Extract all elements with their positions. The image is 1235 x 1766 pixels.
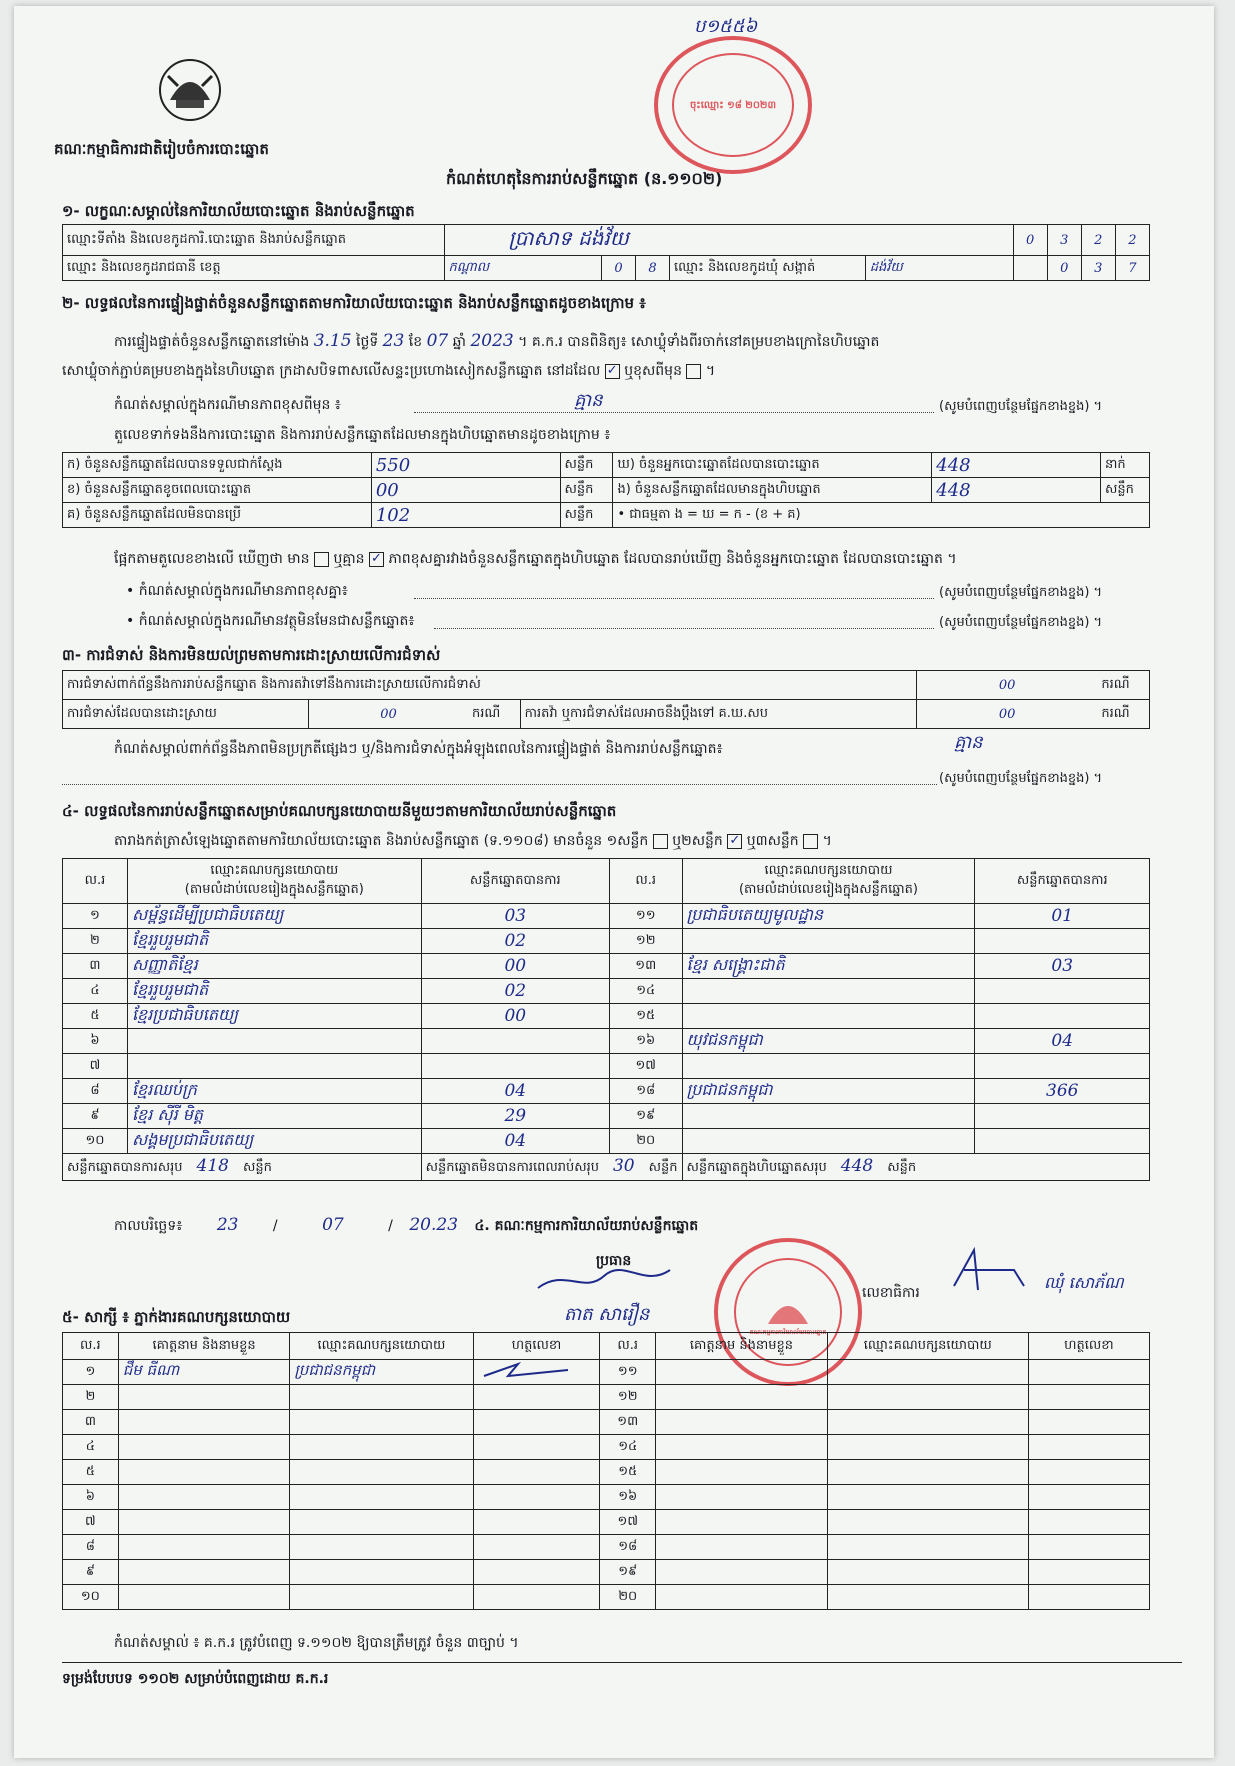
unused-label: គ) ចំនួនសន្លឹកឆ្នោតដែលមិនបានប្រើ xyxy=(63,503,372,528)
site-code-2: 3 xyxy=(1047,225,1081,256)
witness-name xyxy=(118,1485,290,1510)
witness-signature xyxy=(1028,1485,1149,1510)
party-votes xyxy=(975,979,1150,1004)
witness-party xyxy=(290,1585,473,1610)
witness-row xyxy=(63,1460,1150,1485)
witness-number: ១២ xyxy=(600,1385,656,1410)
witness-number: ២០ xyxy=(600,1585,656,1610)
site-code-1: 0 xyxy=(1013,225,1047,256)
day-value: 23 xyxy=(382,331,405,351)
party-name: ប្រជាជនកម្ពុជា xyxy=(682,1079,975,1104)
row-number: ១៣ xyxy=(609,954,682,979)
different-checkbox[interactable] xyxy=(686,364,701,379)
witness-header-sign: ហត្ថលេខា xyxy=(1028,1333,1149,1360)
witness-signature xyxy=(1028,1435,1149,1460)
bullet-discrepancy: • កំណត់សម្គាល់ក្នុងករណីមានភាពខុសគ្នា៖ xyxy=(126,583,348,599)
witness-name: ជឹម ធីណា xyxy=(118,1360,290,1385)
row-number: ១៧ xyxy=(609,1054,682,1079)
witness-name xyxy=(656,1585,828,1610)
bullet-foreign-object: • កំណត់សម្គាល់ក្នុងករណីមានវត្ថុមិនមែនជាសន្លឹកឆ្នោត៖ xyxy=(126,613,415,629)
witness-header-no: ល.រ xyxy=(600,1333,656,1360)
row-number: ៨ xyxy=(63,1079,128,1104)
received-value: 550 xyxy=(371,453,560,478)
results-header-no-right: ល.រ xyxy=(609,859,682,904)
witness-row xyxy=(63,1485,1150,1510)
unit: សន្លឹក xyxy=(1100,478,1149,503)
witness-number: ១៩ xyxy=(600,1560,656,1585)
witness-header-sign: ហត្ថលេខា xyxy=(473,1333,600,1360)
witness-signature xyxy=(1028,1510,1149,1535)
unit: នាក់ xyxy=(1100,453,1149,478)
witness-signature xyxy=(473,1385,600,1410)
party-name xyxy=(682,1129,975,1154)
date-month: 07 xyxy=(322,1215,344,1235)
commune-code-2: 3 xyxy=(1081,256,1115,281)
site-code-4: 2 xyxy=(1115,225,1149,256)
witness-party xyxy=(827,1460,1028,1485)
witness-number: ១៦ xyxy=(600,1485,656,1510)
witness-header-name: គោត្តនាម និងនាមខ្លួន xyxy=(656,1333,828,1360)
party-votes: 02 xyxy=(421,929,609,954)
row-number: ២០ xyxy=(609,1129,682,1154)
results-row xyxy=(63,1054,1150,1079)
witness-signature xyxy=(1028,1535,1149,1560)
two-sheets-checkbox[interactable]: ✓ xyxy=(727,834,742,849)
row-number: ៤ xyxy=(63,979,128,1004)
witness-number: ១ xyxy=(63,1360,119,1385)
in-box-label: ង) ចំនួនសន្លឹកឆ្នោតដែលមានក្នុងហិបឆ្នោត xyxy=(613,478,932,503)
section5-heading: ៥- សាក្សី ៖ ភ្នាក់ងារគណបក្សនយោបាយ xyxy=(62,1308,291,1326)
totals-row xyxy=(63,1154,1150,1181)
results-row xyxy=(63,1079,1150,1104)
party-name: ខ្មែរ ស៊ីរី មិត្ត xyxy=(127,1104,421,1129)
witness-number: ២ xyxy=(63,1385,119,1410)
has-discrepancy-checkbox[interactable] xyxy=(314,552,329,567)
figures-table xyxy=(62,452,1150,528)
witness-header-no: ល.រ xyxy=(63,1333,119,1360)
witness-number: ១៧ xyxy=(600,1510,656,1535)
witness-name xyxy=(118,1435,290,1460)
row-number: ៦ xyxy=(63,1029,128,1054)
difference-note-line xyxy=(414,412,934,413)
committee-label: ៤. គណៈកម្មការការិយាល័យរាប់សន្លឹកឆ្នោត xyxy=(474,1218,699,1234)
witness-signature xyxy=(1028,1385,1149,1410)
party-votes: 04 xyxy=(421,1129,609,1154)
witness-table xyxy=(62,1332,1150,1610)
witness-party xyxy=(290,1435,473,1460)
secretary-signature xyxy=(944,1246,1044,1296)
witness-row xyxy=(63,1385,1150,1410)
witness-number: ៧ xyxy=(63,1510,119,1535)
witness-number: ៦ xyxy=(63,1485,119,1510)
witness-party xyxy=(290,1560,473,1585)
witness-number: ១០ xyxy=(63,1585,119,1610)
results-header-no-left: ល.រ xyxy=(63,859,128,904)
unit: សន្លឹក xyxy=(560,503,613,528)
year-value: 2023 xyxy=(470,331,514,351)
resolved-value: 00 xyxy=(308,700,468,729)
witness-header-row xyxy=(63,1333,1150,1360)
secretary-name: ឈុំ សោភ័ណ xyxy=(1044,1273,1124,1292)
party-votes: 01 xyxy=(975,904,1150,929)
results-header-votes-right: សន្លឹកឆ្នោតបានការ xyxy=(975,859,1150,904)
voters-value: 448 xyxy=(932,453,1101,478)
month-value: 07 xyxy=(426,331,449,351)
witness-row xyxy=(63,1585,1150,1610)
top-handwritten-number: ប១៥៥៦ xyxy=(694,16,758,37)
seal-text: គណៈកម្មការការិយាល័យបោះឆ្នោត xyxy=(749,1328,827,1336)
nec-logo xyxy=(156,56,224,124)
party-votes: 00 xyxy=(421,954,609,979)
total-valid-value: 418 xyxy=(196,1156,229,1176)
total-in-box-value: 448 xyxy=(840,1156,874,1176)
party-votes: 29 xyxy=(421,1104,609,1129)
witness-name xyxy=(656,1435,828,1460)
commune-value: ដង់វ័យ xyxy=(865,256,1013,281)
witness-party xyxy=(290,1410,473,1435)
bullet-discrepancy-line xyxy=(414,598,934,599)
row-number: ១៦ xyxy=(609,1029,682,1054)
no-discrepancy-checkbox[interactable]: ✓ xyxy=(369,552,384,567)
party-votes xyxy=(975,1054,1150,1079)
witness-name xyxy=(656,1535,828,1560)
party-name: យុវជនកម្ពុជា xyxy=(682,1029,975,1054)
witness-party xyxy=(827,1435,1028,1460)
section3-heading: ៣- ការជំទាស់ និងការមិនយល់ព្រមតាមការដោះស្រាយលើការជំទាស់ xyxy=(62,646,441,664)
witness-party xyxy=(290,1460,473,1485)
total-invalid: សន្លឹកឆ្នោតមិនបានការពេលរាប់សរុប 30 សន្លឹក xyxy=(421,1154,682,1181)
unit: សន្លឹក xyxy=(560,478,613,503)
witness-row xyxy=(63,1535,1150,1560)
results-row xyxy=(63,1104,1150,1129)
witness-name xyxy=(118,1410,290,1435)
witness-name xyxy=(656,1510,828,1535)
witness-party xyxy=(827,1560,1028,1585)
party-votes xyxy=(975,929,1150,954)
results-row xyxy=(63,1029,1150,1054)
witness-party xyxy=(827,1360,1028,1385)
appeal-label: ការតវ៉ា ឬការជំទាស់ដែលអាចនឹងប្ដឹងទៅ គ.ឃ.សប xyxy=(520,700,916,729)
section4-heading: ៤- លទ្ធផលនៃការរាប់សន្លឹកឆ្នោតសម្រាប់គណបក្សនយោបាយនីមួយៗតាមការិយាល័យរាប់សន្លឹកឆ្នោត xyxy=(62,802,617,820)
witness-signature xyxy=(473,1460,600,1485)
footer-rule xyxy=(62,1662,1182,1663)
party-name: ខ្មែរ សង្គ្រោះជាតិ xyxy=(682,954,975,979)
unit: ករណី xyxy=(1097,671,1149,700)
formula-note: • ជាធម្មតា ង = ឃ = ក - (ខ + គ) xyxy=(613,503,1150,528)
verification-line1: ការផ្ទៀងផ្ទាត់ចំនួនសន្លឹកឆ្នោតនៅម៉ោង 3.15 ថ្ងៃទី 23 ខែ 07 ឆ្នាំ 2023 ។ គ.ក.រ បានពិនិត្យ៖ សោឃ្លុំទាំងពីរចាក់នៅគម្របខាងក្រោនៃហិបឆ្នោត xyxy=(114,331,880,351)
unit: ករណី xyxy=(1097,700,1149,729)
witness-name xyxy=(656,1410,828,1435)
witness-signature xyxy=(473,1585,600,1610)
commune-label: ឈ្មោះ និងលេខកូដឃុំ សង្កាត់ xyxy=(670,256,866,281)
objections-table xyxy=(62,670,1150,729)
witness-name xyxy=(118,1510,290,1535)
province-code-2: 8 xyxy=(635,256,669,281)
party-votes xyxy=(975,1104,1150,1129)
results-header-party-right: ឈ្មោះគណបក្សនយោបាយ (តាមលំដាប់លេខរៀងក្នុងសន្លឹកឆ្នោត) xyxy=(682,859,975,904)
spoiled-label: ខ) ចំនួនសន្លឹកឆ្នោតខូចពេលបោះឆ្នោត xyxy=(63,478,372,503)
province-label: ឈ្មោះ និងលេខកូដរាជធានី ខេត្ត xyxy=(63,256,445,281)
footnote: កំណត់សម្គាល់ ៖ គ.ក.រ ត្រូវបំពេញ ទ.១១០២ ឱ្យបានត្រឹមត្រូវ ចំនួន ៣ច្បាប់ ។ xyxy=(114,1635,519,1651)
witness-signature xyxy=(473,1535,600,1560)
date-year: 20.23 xyxy=(409,1215,459,1235)
results-row xyxy=(63,1004,1150,1029)
party-name xyxy=(127,1054,421,1079)
results-header-row xyxy=(63,859,1150,904)
witness-row xyxy=(63,1510,1150,1535)
total-valid: សន្លឹកឆ្នោតបានការសរុប 418 សន្លឹក xyxy=(63,1154,422,1181)
party-votes: 02 xyxy=(421,979,609,1004)
commune-code-3: 7 xyxy=(1115,256,1149,281)
objections-value: 00 xyxy=(916,671,1097,700)
province-value: កណ្ដាល xyxy=(444,256,601,281)
party-name: ខ្មែរប្រជាធិបតេយ្យ xyxy=(127,1004,421,1029)
province-code-1: 0 xyxy=(601,256,635,281)
party-name xyxy=(682,1004,975,1029)
site-name-label: ឈ្មោះទីតាំង និងលេខកូដការិ.បោះឆ្នោត និងរាប់សន្លឹកឆ្នោត xyxy=(63,225,445,256)
irregularity-note-value: គ្មាន xyxy=(954,732,983,753)
witness-party xyxy=(827,1535,1028,1560)
witness-header-party: ឈ្មោះគណបក្សនយោបាយ xyxy=(827,1333,1028,1360)
row-number: ១៥ xyxy=(609,1004,682,1029)
witness-number: ៩ xyxy=(63,1560,119,1585)
witness-name xyxy=(656,1460,828,1485)
commune-code-1: 0 xyxy=(1047,256,1081,281)
witness-name xyxy=(656,1360,828,1385)
witness-number: ១៨ xyxy=(600,1535,656,1560)
witness-name xyxy=(118,1385,290,1410)
party-votes: 03 xyxy=(975,954,1150,979)
row-number: ១៤ xyxy=(609,979,682,1004)
witness-signature xyxy=(473,1360,600,1385)
witness-party xyxy=(827,1585,1028,1610)
total-in-box: សន្លឹកឆ្នោតក្នុងហិបឆ្នោតសរុប 448 សន្លឹក xyxy=(682,1154,1150,1181)
discrepancy-line: ផ្អែកតាមតួលេខខាងលើ ឃើញថា មាន ឬគ្មាន ✓ ភាពខុសគ្នារវាងចំនួនសន្លឹកឆ្នោតក្នុងហិបឆ្នោត ដែលបានរាប់ឃើញ និងចំនួនអ្នកបោះឆ្នោត ដែលបានបោះឆ្នោត ។ xyxy=(114,550,957,567)
objections-label: ការជំទាស់ពាក់ព័ន្ធនឹងការរាប់សន្លឹកឆ្នោត និងការតវ៉ាទៅនឹងការដោះស្រាយលើការជំទាស់ xyxy=(63,671,917,700)
date-day: 23 xyxy=(216,1215,239,1235)
witness-name xyxy=(118,1560,290,1585)
party-name xyxy=(682,979,975,1004)
party-votes: 366 xyxy=(975,1079,1150,1104)
row-number: ១១ xyxy=(609,904,682,929)
site-name-value: ប្រាសាទ ដង់វ័យ xyxy=(444,225,1013,256)
witness-number: ១៥ xyxy=(600,1460,656,1485)
unit: ករណី xyxy=(468,700,520,729)
row-number: ១ xyxy=(63,904,128,929)
total-invalid-value: 30 xyxy=(612,1156,635,1176)
witness-signature xyxy=(473,1435,600,1460)
difference-note-value: គ្មាន xyxy=(574,390,603,411)
top-red-stamp xyxy=(654,36,812,174)
party-name: ខ្មែររួបរួមជាតិ xyxy=(127,929,421,954)
party-votes xyxy=(975,1129,1150,1154)
party-name xyxy=(682,1104,975,1129)
witness-row xyxy=(63,1410,1150,1435)
witness-party xyxy=(827,1510,1028,1535)
party-name: ខ្មែររួបរួមជាតិ xyxy=(127,979,421,1004)
witness-party xyxy=(290,1485,473,1510)
witness-name xyxy=(118,1460,290,1485)
irregularity-line-2 xyxy=(62,784,937,785)
party-name: សង្គមប្រជាធិបតេយ្យ xyxy=(127,1129,421,1154)
witness-number: ១៣ xyxy=(600,1410,656,1435)
party-name xyxy=(682,929,975,954)
witness-party xyxy=(290,1535,473,1560)
party-name: សញ្ញាតិខ្មែរ xyxy=(127,954,421,979)
witness-name xyxy=(656,1485,828,1510)
verification-line2: សោឃ្លុំចាក់ភ្ជាប់គម្របខាងក្នុងនៃហិបឆ្នោត ក្រដាសបិទពាសលើសន្ទះប្រហោងសៀកសន្លឹកឆ្នោត នៅដដែល ✓ ឬខុសពីមុន ។ xyxy=(62,362,716,379)
witness-signature xyxy=(1028,1460,1149,1485)
unused-value: 102 xyxy=(371,503,560,528)
row-number: ១៨ xyxy=(609,1079,682,1104)
party-name: ប្រជាធិបតេយ្យមូលដ្ឋាន xyxy=(682,904,975,929)
results-header-party-left: ឈ្មោះគណបក្សនយោបាយ (តាមលំដាប់លេខរៀងក្នុងសន្លឹកឆ្នោត) xyxy=(127,859,421,904)
party-votes: 04 xyxy=(975,1029,1150,1054)
appeal-value: 00 xyxy=(916,700,1097,729)
witness-party xyxy=(290,1385,473,1410)
witness-row xyxy=(63,1435,1150,1460)
row-number: ៧ xyxy=(63,1054,128,1079)
irregularity-note-label: កំណត់សម្គាល់ពាក់ព័ន្ធនឹងភាពមិនប្រក្រតីផ្សេងៗ ឬ/និងការជំទាស់ក្នុងអំឡុងពេលនៃការផ្ទៀងផ្ទាត់ និងការរាប់សន្លឹកឆ្នោត៖ xyxy=(114,741,723,757)
fill-note-2: (សូមបំពេញបន្ថែមផ្នែកខាងខ្នង) ។ xyxy=(939,585,1103,600)
site-code-3: 2 xyxy=(1081,225,1115,256)
chair-title: ប្រធាន xyxy=(596,1253,632,1269)
witness-signature xyxy=(473,1485,600,1510)
unit: សន្លឹក xyxy=(560,453,613,478)
received-label: ក) ចំនួនសន្លឹកឆ្នោតដែលបានទទួលជាក់ស្ដែង xyxy=(63,453,372,478)
witness-name xyxy=(656,1385,828,1410)
party-name xyxy=(682,1054,975,1079)
fill-note-1: (សូមបំពេញបន្ថែមផ្នែកខាងខ្នង) ។ xyxy=(939,399,1103,414)
results-row xyxy=(63,929,1150,954)
time-value: 3.15 xyxy=(313,331,352,351)
witness-row xyxy=(63,1560,1150,1585)
spoiled-value: 00 xyxy=(371,478,560,503)
seal-emblem-icon xyxy=(763,1288,813,1328)
fill-note-3: (សូមបំពេញបន្ថែមផ្នែកខាងខ្នង) ។ xyxy=(939,615,1103,630)
section1-heading: ១- លក្ខណៈសម្គាល់នៃការិយាល័យបោះឆ្នោត និងរាប់សន្លឹកឆ្នោត xyxy=(62,202,415,220)
witness-signature xyxy=(1028,1360,1149,1385)
row-number: ៩ xyxy=(63,1104,128,1129)
secretary-title: លេខាធិការ xyxy=(862,1285,920,1301)
witness-header-name: គោត្តនាម និងនាមខ្លួន xyxy=(118,1333,290,1360)
witness-signature-mark xyxy=(478,1360,578,1380)
results-row xyxy=(63,979,1150,1004)
voters-label: ឃ) ចំនួនអ្នកបោះឆ្នោតដែលបានបោះឆ្នោត xyxy=(613,453,932,478)
results-row xyxy=(63,904,1150,929)
org-name: គណៈកម្មាធិការជាតិរៀបចំការបោះឆ្នោត xyxy=(54,140,269,158)
witness-party xyxy=(827,1485,1028,1510)
witness-number: ៥ xyxy=(63,1460,119,1485)
witness-signature xyxy=(473,1510,600,1535)
witness-number: ១១ xyxy=(600,1360,656,1385)
chair-name: តាត សារឿន xyxy=(564,1304,650,1325)
date-line: កាលបរិច្ឆេទ៖ 23 / 07 / 20.23 ៤. គណៈកម្មការការិយាល័យរាប់សន្លឹកឆ្នោត xyxy=(114,1215,699,1235)
same-checkbox[interactable]: ✓ xyxy=(605,364,620,379)
form-title: កំណត់ហេតុនៃការរាប់សន្លឹកឆ្នោត (ន.១១០២) xyxy=(446,169,723,188)
witness-signature xyxy=(1028,1410,1149,1435)
row-number: ៣ xyxy=(63,954,128,979)
difference-note-label: កំណត់សម្គាល់ក្នុងករណីមានភាពខុសពីមុន ៖ xyxy=(114,397,341,413)
witness-signature xyxy=(1028,1560,1149,1585)
bullet-foreign-line xyxy=(434,628,934,629)
resolved-label: ការជំទាស់ដែលបានដោះស្រាយ xyxy=(63,700,309,729)
results-row xyxy=(63,954,1150,979)
party-votes xyxy=(421,1029,609,1054)
section1-table xyxy=(62,224,1150,281)
fill-note-4: (សូមបំពេញបន្ថែមផ្នែកខាងខ្នង) ។ xyxy=(939,771,1103,786)
witness-header-party: ឈ្មោះគណបក្សនយោបាយ xyxy=(290,1333,473,1360)
witness-number: ១៤ xyxy=(600,1435,656,1460)
party-votes: 03 xyxy=(421,904,609,929)
results-header-votes-left: សន្លឹកឆ្នោតបានការ xyxy=(421,859,609,904)
witness-party xyxy=(290,1510,473,1535)
figures-intro: តួលេខទាក់ទងនឹងការបោះឆ្នោត និងការរាប់សន្លឹកឆ្នោតដែលមានក្នុងហិបឆ្នោតមានដូចខាងក្រោម ៖ xyxy=(114,427,611,443)
party-votes: 00 xyxy=(421,1004,609,1029)
party-results-table xyxy=(62,858,1150,1181)
party-votes xyxy=(421,1054,609,1079)
party-name: ខ្មែរឈប់ក្រ xyxy=(127,1079,421,1104)
results-row xyxy=(63,1129,1150,1154)
row-number: ១២ xyxy=(609,929,682,954)
witness-party xyxy=(827,1385,1028,1410)
three-sheets-checkbox[interactable] xyxy=(803,834,818,849)
witness-number: ៣ xyxy=(63,1410,119,1435)
witness-signature xyxy=(473,1560,600,1585)
witness-party: ប្រជាជនកម្ពុជា xyxy=(290,1360,473,1385)
party-name xyxy=(127,1029,421,1054)
witness-signature xyxy=(473,1410,600,1435)
witness-number: ៤ xyxy=(63,1435,119,1460)
row-number: ១០ xyxy=(63,1129,128,1154)
row-number: ១៩ xyxy=(609,1104,682,1129)
row-number: ២ xyxy=(63,929,128,954)
witness-row xyxy=(63,1360,1150,1385)
witness-number: ៨ xyxy=(63,1535,119,1560)
tally-sheets-line: តារាងកត់ត្រាសំឡេងឆ្នោតតាមការិយាល័យបោះឆ្នោត និងរាប់សន្លឹកឆ្នោត (ទ.១១០៨) មានចំនួន ១សន្លឹក ឬ២សន្លឹក ✓ ឬ៣សន្លឹក ។ xyxy=(114,832,832,849)
party-votes: 04 xyxy=(421,1079,609,1104)
witness-name xyxy=(118,1585,290,1610)
one-sheet-checkbox[interactable] xyxy=(653,834,668,849)
witness-name xyxy=(656,1560,828,1585)
row-number: ៥ xyxy=(63,1004,128,1029)
witness-signature xyxy=(1028,1585,1149,1610)
in-box-value: 448 xyxy=(932,478,1101,503)
party-votes xyxy=(975,1004,1150,1029)
party-name: សម្ព័ន្ធដើម្បីប្រជាធិបតេយ្យ xyxy=(127,904,421,929)
chair-signature xyxy=(534,1258,674,1298)
section2-heading: ២- លទ្ធផលនៃការផ្ទៀងផ្ទាត់ចំនួនសន្លឹកឆ្នោតតាមការិយាល័យបោះឆ្នោត និងរាប់សន្លឹកឆ្នោតដូចខាងក្រោម ៖ xyxy=(62,294,646,312)
top-stamp-text: ចុះឈ្មោះ ១៨ ២០២៣ xyxy=(689,99,777,111)
witness-name xyxy=(118,1535,290,1560)
form-note: ទម្រង់បែបបទ ១១០២ សម្រាប់បំពេញដោយ គ.ក.រ xyxy=(62,1671,329,1687)
witness-party xyxy=(827,1410,1028,1435)
ballot-count-record-form xyxy=(14,6,1214,1758)
